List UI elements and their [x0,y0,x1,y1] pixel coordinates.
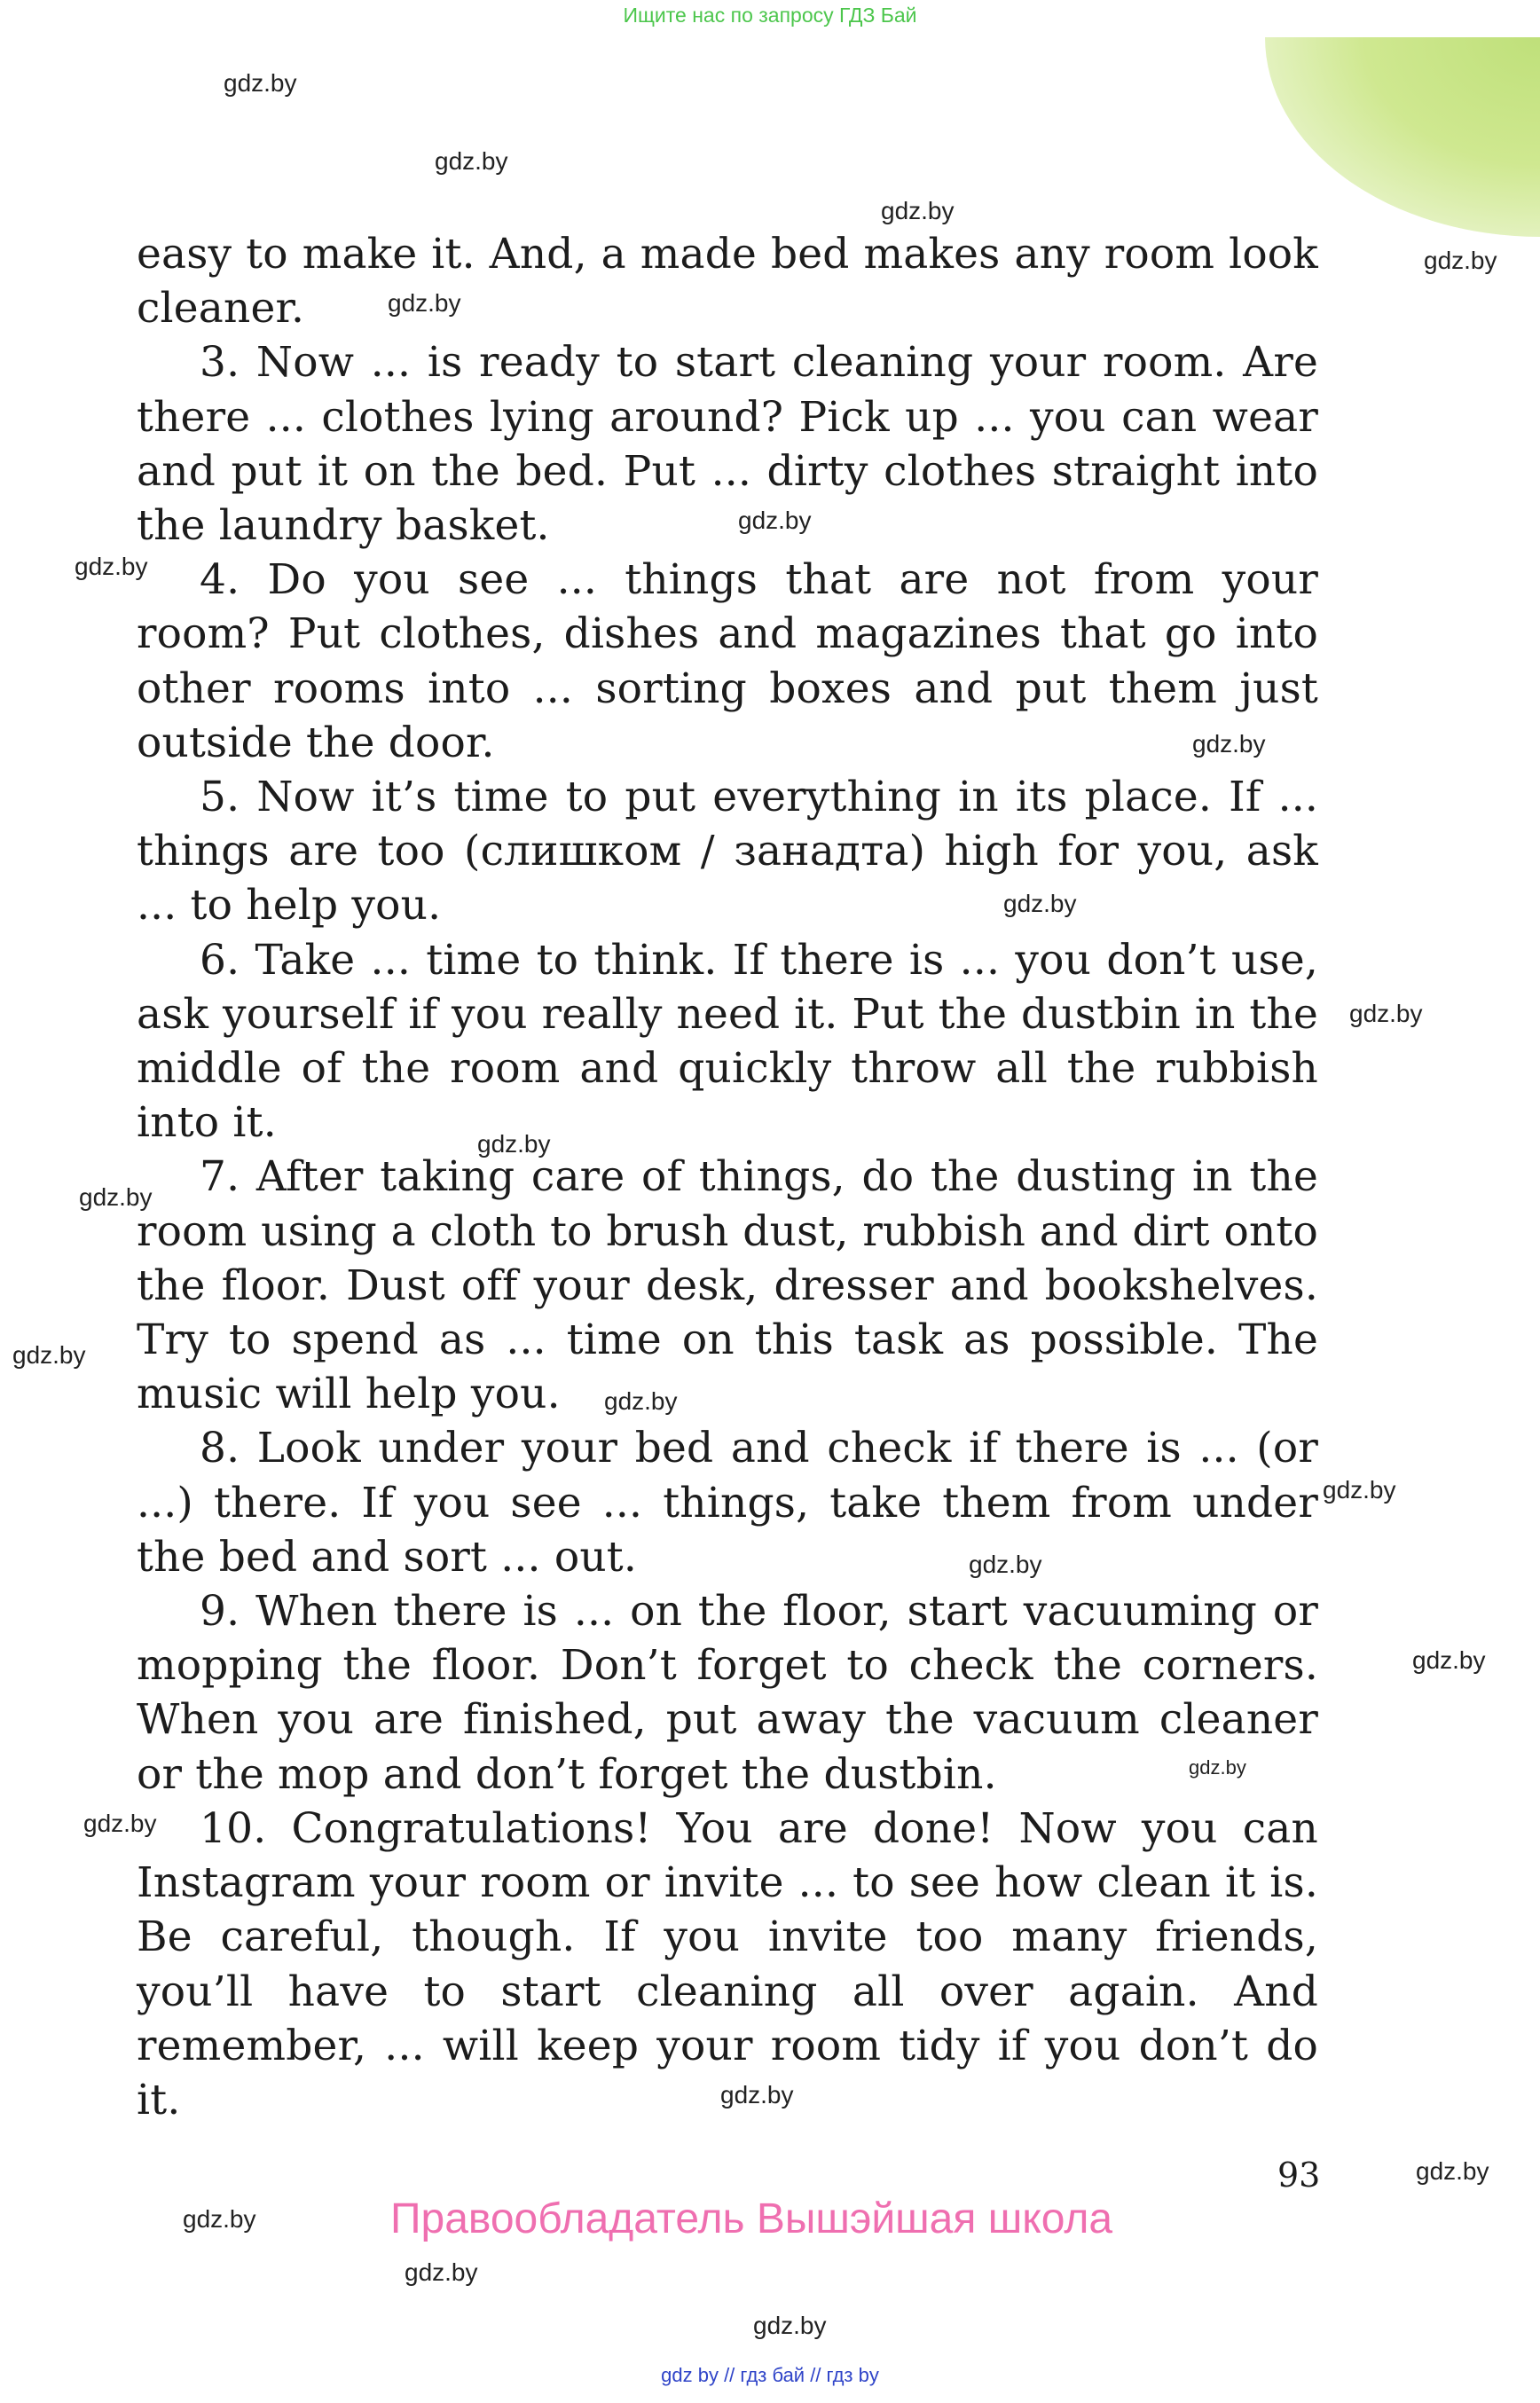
watermark: gdz.by [79,1183,153,1211]
corner-decoration [1265,37,1540,237]
watermark: gdz.by [753,2312,827,2339]
watermark: gdz.by [738,507,812,534]
watermark: gdz.by [969,1551,1042,1578]
paragraph-7: 7. After taking care of things, do the dusting in the room using a cloth to brush dust, rubbish and dirt onto the floor. Dust off your desk, dresser and bookshelves. Try to spend as ... time on this task as possible. The music will help you. [137,1152,1318,1419]
watermark: gdz.by [1189,1756,1246,1779]
paragraph-continuation: easy to make it. And, a made bed makes any room look cleaner. [137,230,1318,334]
watermark: gdz.by [83,1810,157,1837]
bottom-banner: gdz by // гдз бай // гдз by [661,2364,879,2386]
watermark: gdz.by [224,69,297,97]
watermark: gdz.by [477,1130,551,1158]
watermark: gdz.by [1416,2157,1489,2185]
watermark: gdz.by [1424,247,1497,274]
watermark: gdz.by [75,553,148,580]
watermark: gdz.by [388,289,461,317]
watermark: gdz.by [1323,1476,1396,1504]
watermark: gdz.by [1003,890,1077,917]
paragraph-3: 3. Now ... is ready to start cleaning your room. Are there ... clothes lying around? Pick up ... you can wear and put it on the bed. Put ... dirty clothes straight into the laundry basket. [137,338,1318,551]
watermark: gdz.by [881,197,955,224]
paragraph-8: 8. Look under your bed and check if there is ... (or ...) there. If you see ... things, take them from under the bed and sort ... out. [137,1424,1318,1582]
watermark: gdz.by [435,147,508,175]
paragraph-4: 4. Do you see ... things that are not from your room? Put clothes, dishes and magazines that go into other rooms into ... sorting boxes and put them just outside the door. [137,555,1318,767]
copyright-notice: Правообладатель Вышэйшая школа [390,2195,1113,2242]
paragraph-5: 5. Now it’s time to put everything in its place. If ... things are too (слишком / занадта) high for you, ask ... to help you. [137,773,1318,931]
watermark: gdz.by [183,2205,256,2233]
watermark: gdz.by [1349,1000,1423,1027]
page-number: 93 [1277,2156,1321,2195]
page-text [137,227,1318,2127]
watermark: gdz.by [720,2081,794,2109]
watermark: gdz.by [12,1341,86,1369]
paragraph-6: 6. Take ... time to think. If there is ... you don’t use, ask yourself if you really need it. Put the dustbin in the middle of the room and quickly throw all the rubbish into it. [137,935,1318,1148]
watermark: gdz.by [1192,730,1266,758]
watermark: gdz.by [1412,1646,1486,1674]
watermark: gdz.by [604,1387,678,1415]
top-banner: Ищите нас по запросу ГДЗ Бай [623,4,917,27]
paragraph-9: 9. When there is ... on the floor, start vacuuming or mopping the floor. Don’t forget to check the corners. When you are finished, put away the vacuum cleaner or the mop and don’t forget the dustbin. [137,1587,1318,1799]
watermark: gdz.by [405,2258,478,2286]
paragraph-10: 10. Congratulations! You are done! Now you can Instagram your room or invite ... to see how clean it is. Be careful, though. If you invite too many friends, you’ll have to start cleaning all over again. And remember, ... will keep your room tidy if you don’t do it. [137,1803,1318,2124]
